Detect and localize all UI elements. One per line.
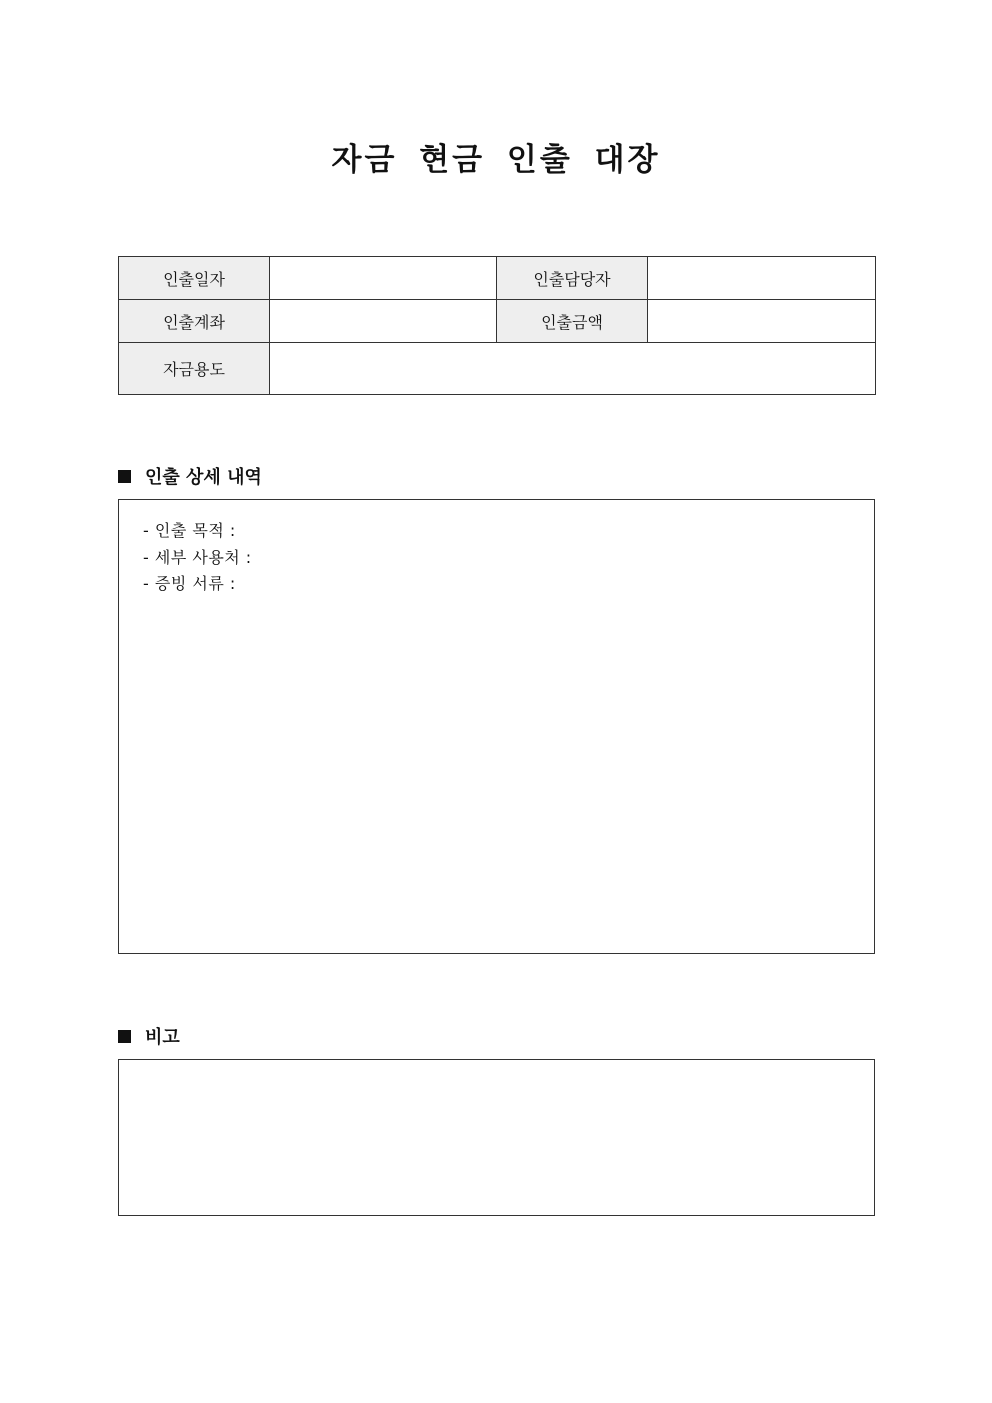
fund-usage-field[interactable] bbox=[270, 343, 876, 395]
square-bullet-icon bbox=[118, 470, 131, 483]
withdrawal-date-field[interactable] bbox=[270, 257, 497, 300]
remarks-section-heading-text: 비고 bbox=[145, 1027, 180, 1048]
fund-usage-label: 자금용도 bbox=[119, 343, 270, 395]
purpose-line: - 인출 목적 : bbox=[143, 521, 236, 540]
withdrawal-amount-label: 인출금액 bbox=[497, 300, 648, 343]
supporting-documents-line: - 증빙 서류 : bbox=[143, 574, 236, 593]
detail-section-heading bbox=[118, 463, 262, 489]
withdrawal-manager-label: 인출담당자 bbox=[497, 257, 648, 300]
detail-section-heading-text: 인출 상세 내역 bbox=[145, 467, 262, 488]
square-bullet-icon bbox=[118, 1030, 131, 1043]
withdrawal-date-label: 인출일자 bbox=[119, 257, 270, 300]
usage-details-line: - 세부 사용처 : bbox=[143, 547, 252, 567]
withdrawal-manager-field[interactable] bbox=[648, 257, 876, 300]
withdrawal-amount-field[interactable] bbox=[648, 300, 876, 343]
withdrawal-account-label: 인출계좌 bbox=[119, 300, 270, 343]
detail-content-box[interactable] bbox=[118, 499, 875, 954]
table-row bbox=[119, 343, 876, 395]
remarks-content-box[interactable] bbox=[118, 1059, 875, 1216]
withdrawal-account-field[interactable] bbox=[270, 300, 497, 343]
document-title: 자금 현금 인출 대장 bbox=[331, 142, 661, 178]
table-row bbox=[119, 257, 876, 300]
remarks-section-heading bbox=[118, 1023, 180, 1049]
table-row bbox=[119, 300, 876, 343]
withdrawal-info-table bbox=[118, 256, 876, 395]
